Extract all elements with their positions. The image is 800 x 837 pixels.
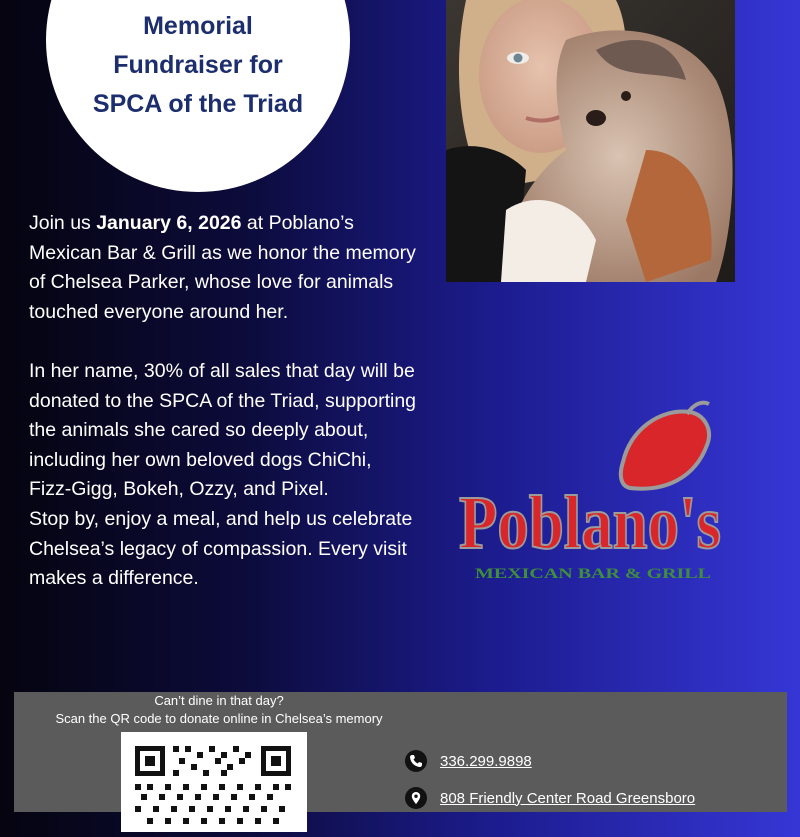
intro-paragraph: [29, 209, 419, 327]
intro-part-1: Join us: [29, 212, 97, 234]
donation-qr-code[interactable]: [121, 732, 307, 832]
title-line-2: Fundraiser for: [113, 51, 283, 79]
intro-part-2: at Poblano’s Mexican Bar & Grill as we honor the memory of Chelsea Parker, whose love for animals touched everyone around her.: [29, 212, 416, 323]
donate-online-note: [14, 692, 424, 728]
footer-panel: [14, 692, 787, 812]
event-description: [29, 209, 419, 594]
call-to-action-paragraph: Stop by, enjoy a meal, and help us celebrate Chelsea’s legacy of compassion. Every visit makes a difference.: [29, 507, 413, 590]
woman-with-dog-photo-icon: [446, 0, 735, 282]
donation-paragraph: In her name, 30% of all sales that day will be donated to the SPCA of the Triad, supporting the animals she cared so deeply about, including her own beloved dogs ChiChi, Fizz-Gigg, Bokeh, Ozzy, and Pixel.: [29, 359, 417, 501]
cant-dine-line: Can’t dine in that day?: [154, 693, 284, 708]
phone-row: [405, 750, 532, 772]
title-line-3: SPCA of the Triad: [92, 90, 304, 118]
page-title: [93, 7, 303, 124]
qr-code-icon: [121, 732, 307, 832]
memorial-photo: [446, 0, 735, 282]
logo-name: Poblano's: [459, 481, 721, 565]
logo-subtitle: MEXICAN BAR & GRILL: [475, 566, 711, 582]
address-row: [405, 787, 695, 809]
pepper-logo-icon: [455, 400, 730, 585]
location-pin-icon: [405, 787, 427, 809]
event-date: January 6, 2026: [96, 212, 242, 234]
poblanos-logo: [455, 400, 730, 585]
phone-link[interactable]: 336.299.9898: [440, 752, 532, 770]
title-circle: [46, 0, 350, 192]
scan-qr-line: Scan the QR code to donate online in Chelsea’s memory: [55, 711, 383, 726]
title-line-1: Memorial: [143, 12, 253, 40]
phone-icon: [405, 750, 427, 772]
address-link[interactable]: 808 Friendly Center Road Greensboro: [440, 789, 696, 807]
